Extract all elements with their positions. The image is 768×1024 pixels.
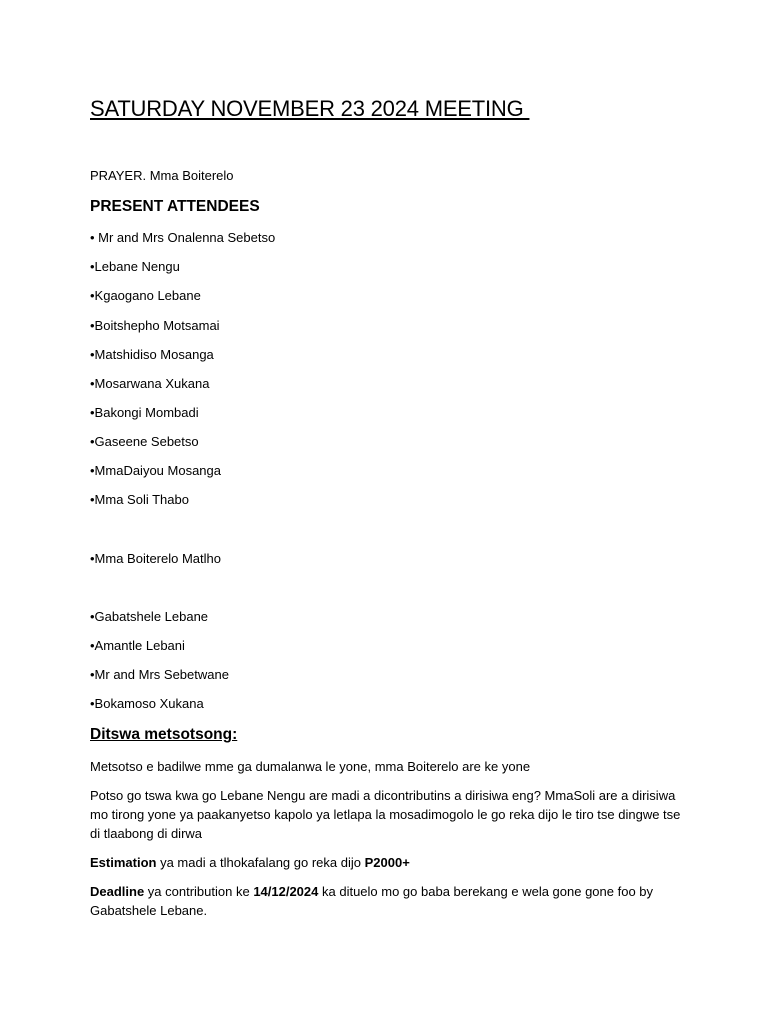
estimation-label: Estimation (90, 855, 157, 870)
deadline-label: Deadline (90, 884, 145, 899)
deadline-paragraph (90, 882, 690, 920)
meeting-title: SATURDAY NOVEMBER 23 2024 MEETING (90, 96, 530, 121)
attendee-item: •Matshidiso Mosanga (90, 347, 214, 362)
attendee-item: • Mr and Mrs Onalenna Sebetso (90, 230, 276, 245)
estimation-paragraph (90, 853, 690, 872)
estimation-text: ya madi a tlhokafalang go reka dijo (156, 855, 365, 870)
attendee-item: •Bakongi Mombadi (90, 405, 199, 420)
deadline-text-1: ya contribution ke (144, 884, 254, 899)
attendee-item: •Mr and Mrs Sebetwane (90, 667, 229, 682)
deadline-text-2: ka dituelo mo go baba berekang e wela gone gone foo by Gabatshele Lebane. (90, 884, 654, 918)
attendee-item: •Kgaogano Lebane (90, 288, 201, 303)
attendees-heading: PRESENT ATTENDEES (90, 198, 260, 215)
attendee-item: •Gabatshele Lebane (90, 609, 209, 624)
section-heading: Ditswa metsotsong: (90, 726, 238, 743)
estimation-amount: P2000+ (364, 855, 410, 870)
question-paragraph: Potso go tswa kwa go Lebane Nengu are madi a dicontributins a dirisiwa eng? MmaSoli are a dirisiwa mo tirong yone ya paakanyetso kapolo ya letlapa la mosadimogolo le go reka dijo le tiro tse dingwe tse di tlaabong di dirwa (90, 788, 681, 841)
attendee-item: •Lebane Nengu (90, 259, 180, 274)
prayer-line: PRAYER. Mma Boiterelo (90, 168, 234, 183)
attendee-item: •Boitshepho Motsamai (90, 318, 220, 333)
attendee-item: •Mma Boiterelo Matlho (90, 551, 221, 566)
attendee-item: •Mosarwana Xukana (90, 376, 210, 391)
attendee-item: •Gaseene Sebetso (90, 434, 199, 449)
attendee-item: •MmaDaiyou Mosanga (90, 463, 221, 478)
attendee-item: •Amantle Lebani (90, 638, 185, 653)
deadline-date: 14/12/2024 (253, 884, 319, 899)
minutes-paragraph: Metsotso e badilwe mme ga dumalanwa le yone, mma Boiterelo are ke yone (90, 759, 531, 774)
attendee-item: •Mma Soli Thabo (90, 492, 189, 507)
attendee-item: •Bokamoso Xukana (90, 696, 204, 711)
